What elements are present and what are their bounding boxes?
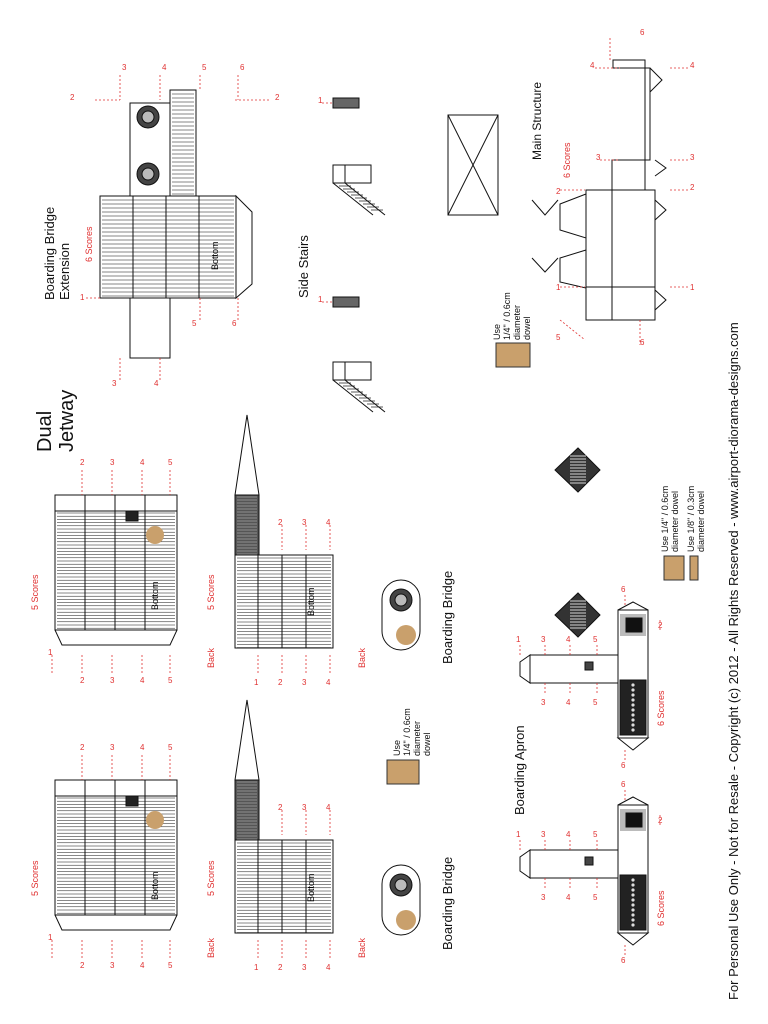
apron-arm bbox=[530, 655, 618, 683]
bridge-back-label: Back bbox=[206, 647, 216, 668]
page-title: Dual Jetway bbox=[34, 389, 78, 452]
bridge-bottom-label: Bottom bbox=[306, 873, 316, 902]
gallery-window bbox=[631, 908, 634, 911]
score-number: 3 bbox=[302, 963, 307, 972]
stair-tab bbox=[345, 165, 371, 183]
score-number: 6 bbox=[621, 956, 626, 965]
bridge-back-label: Back bbox=[357, 647, 367, 668]
score-number: 4 bbox=[566, 893, 571, 902]
score-number: 4 bbox=[566, 635, 571, 644]
score-number: 3 bbox=[541, 635, 546, 644]
score-number: 1 bbox=[516, 830, 521, 839]
gallery-window bbox=[631, 703, 634, 706]
score-number: 4 bbox=[590, 61, 595, 70]
score-number: 4 bbox=[154, 379, 159, 388]
score-number: 2 bbox=[278, 678, 283, 687]
score-number: 1 bbox=[318, 295, 323, 304]
bridge-side-top bbox=[55, 495, 177, 511]
score-number: 5 bbox=[168, 743, 173, 752]
dowel-swatch bbox=[690, 556, 698, 580]
bridge-roof-strip bbox=[235, 495, 259, 555]
bridge-back-label: Back bbox=[357, 937, 367, 958]
bridge-roof-strip bbox=[235, 780, 259, 840]
score-number: 2 bbox=[70, 93, 75, 102]
gallery-window bbox=[631, 888, 634, 891]
stair-rail bbox=[333, 183, 373, 215]
gallery-window bbox=[631, 883, 634, 886]
stair-rail bbox=[345, 183, 385, 215]
score-number: 4 bbox=[326, 678, 331, 687]
extension-lower-tab bbox=[130, 298, 170, 358]
side-stairs-heading: Side Stairs bbox=[296, 235, 311, 298]
apron-gallery bbox=[620, 680, 646, 735]
stair-strip bbox=[333, 98, 359, 108]
score-number: 6 bbox=[621, 761, 626, 770]
gallery-window bbox=[631, 708, 634, 711]
connector-piece bbox=[555, 593, 600, 637]
score-number: 5 bbox=[168, 458, 173, 467]
score-number: 6 bbox=[621, 780, 626, 789]
apron-door-icon bbox=[626, 618, 642, 632]
score-number: 6 bbox=[621, 585, 626, 594]
boarding-apron-parts bbox=[520, 602, 648, 945]
score-number: 3 bbox=[541, 893, 546, 902]
gallery-window bbox=[631, 683, 634, 686]
score-number: 5 bbox=[168, 961, 173, 970]
score-number: 3 bbox=[110, 743, 115, 752]
apron-head bbox=[618, 797, 648, 805]
extension-part bbox=[100, 90, 252, 358]
gallery-window bbox=[631, 898, 634, 901]
gallery-window bbox=[631, 903, 634, 906]
score-number: 6 bbox=[640, 28, 645, 37]
bridge-bottom-label: Bottom bbox=[150, 871, 160, 900]
score-number: 3 bbox=[112, 379, 117, 388]
score-number: 3 bbox=[541, 830, 546, 839]
apron-head bbox=[618, 602, 648, 610]
apron-tail bbox=[618, 933, 648, 945]
score-number: 6 bbox=[232, 319, 237, 328]
bridge-side-flap bbox=[55, 915, 177, 930]
gallery-window bbox=[631, 718, 634, 721]
score-number: 3 bbox=[122, 63, 127, 72]
door-icon bbox=[126, 511, 138, 521]
apron-tip bbox=[520, 655, 530, 683]
stair-top bbox=[333, 165, 345, 183]
bridge-roof-tip bbox=[235, 700, 259, 780]
score-number: 5 bbox=[168, 676, 173, 685]
stair-strip bbox=[333, 297, 359, 307]
score-number: 6 bbox=[640, 338, 645, 347]
wheel-hub bbox=[395, 879, 407, 891]
bridge-heading: Boarding Bridge bbox=[440, 856, 455, 950]
score-number: 2 bbox=[80, 961, 85, 970]
score-number: 1 bbox=[516, 635, 521, 644]
connector-piece bbox=[555, 448, 600, 492]
apron-window bbox=[585, 857, 593, 865]
bridge-side-flap bbox=[55, 630, 177, 645]
wheel-hub bbox=[395, 594, 407, 606]
score-number: 4 bbox=[140, 961, 145, 970]
score-number: 3 bbox=[302, 803, 307, 812]
gallery-window bbox=[631, 893, 634, 896]
score-number: 4 bbox=[326, 963, 331, 972]
apron-tip bbox=[520, 850, 530, 878]
bridge-scores-label: 5 Scores bbox=[30, 860, 40, 896]
main-structure-scores-label: 6 Scores bbox=[562, 142, 572, 178]
score-number: 3 bbox=[541, 698, 546, 707]
score-number: 2 bbox=[658, 816, 663, 825]
stair-tab bbox=[345, 362, 371, 380]
gallery-window bbox=[631, 728, 634, 731]
apron-window bbox=[585, 662, 593, 670]
main-side-flap bbox=[560, 194, 586, 238]
apron-scores-label: 6 Scores bbox=[656, 690, 666, 726]
score-number: 5 bbox=[556, 333, 561, 342]
score-line bbox=[560, 320, 585, 340]
extension-flap bbox=[236, 196, 252, 298]
gallery-window bbox=[631, 693, 634, 696]
score-number: 4 bbox=[326, 803, 331, 812]
stair-set bbox=[333, 165, 385, 215]
score-number: 4 bbox=[566, 830, 571, 839]
dowel-swatch bbox=[664, 556, 684, 580]
apron-scores-label: 6 Scores bbox=[656, 890, 666, 926]
bridge-back-label: Back bbox=[206, 937, 216, 958]
score-number: 3 bbox=[110, 676, 115, 685]
score-number: 1 bbox=[254, 678, 259, 687]
score-number: 1 bbox=[318, 96, 323, 105]
bridge-floor-panel bbox=[235, 555, 333, 648]
score-number: 3 bbox=[110, 961, 115, 970]
score-number: 5 bbox=[593, 698, 598, 707]
score-number: 1 bbox=[48, 933, 53, 942]
score-number: 2 bbox=[278, 803, 283, 812]
bridge-scores-label: 5 Scores bbox=[206, 860, 216, 896]
score-number: 1 bbox=[48, 648, 53, 657]
gallery-window bbox=[631, 698, 634, 701]
score-number: 1 bbox=[690, 283, 695, 292]
dowel-swatch bbox=[496, 343, 530, 367]
stair-set bbox=[333, 362, 385, 412]
bridge-bottom-label: Bottom bbox=[150, 581, 160, 610]
score-number: 6 bbox=[240, 63, 245, 72]
apron-tail bbox=[618, 738, 648, 750]
copyright-footer: For Personal Use Only - Not for Resale - Copyright (c) 2012 - All Rights Reserved - www.airport-diorama-designs.com bbox=[726, 322, 741, 1000]
score-number: 4 bbox=[162, 63, 167, 72]
gallery-window bbox=[631, 723, 634, 726]
score-number: 5 bbox=[593, 830, 598, 839]
main-structure-heading: Main Structure bbox=[530, 81, 544, 160]
score-number: 4 bbox=[690, 61, 695, 70]
score-number: 2 bbox=[658, 621, 663, 630]
score-number: 3 bbox=[596, 153, 601, 162]
extension-bottom-label: Bottom bbox=[210, 241, 220, 270]
stair-rail bbox=[333, 380, 373, 412]
dowel-hole-icon bbox=[146, 811, 164, 829]
score-number: 1 bbox=[80, 293, 85, 302]
stair-rail bbox=[345, 380, 385, 412]
score-number: 4 bbox=[140, 676, 145, 685]
score-number: 2 bbox=[690, 183, 695, 192]
dowel-note-eighth-inline: Use 1/8" / 0.3cm diameter dowel bbox=[686, 485, 706, 552]
score-number: 4 bbox=[140, 458, 145, 467]
apron-heading: Boarding Apron bbox=[512, 725, 527, 815]
bridge-roof-tip bbox=[235, 415, 259, 495]
gallery-window bbox=[631, 918, 634, 921]
score-number: 1 bbox=[556, 283, 561, 292]
dowel-hole-icon bbox=[146, 526, 164, 544]
bridge-scores-label: 5 Scores bbox=[206, 574, 216, 610]
gallery-window bbox=[631, 923, 634, 926]
score-number: 2 bbox=[80, 743, 85, 752]
apron-gallery bbox=[620, 875, 646, 930]
bridge-side-top bbox=[55, 780, 177, 796]
score-number: 2 bbox=[80, 458, 85, 467]
apron-arm bbox=[530, 850, 618, 878]
score-number: 4 bbox=[566, 698, 571, 707]
extension-scores-label: 6 Scores bbox=[84, 226, 94, 262]
dowel-note-quarter-inline: Use 1/4" / 0.6cm diameter dowel bbox=[660, 485, 680, 552]
dowel-note-quarter: Use 1/4" / 0.6cm diameter dowel bbox=[492, 292, 532, 340]
bridge-bottom-label: Bottom bbox=[306, 587, 316, 616]
score-number: 3 bbox=[302, 678, 307, 687]
stair-top bbox=[333, 362, 345, 380]
score-number: 4 bbox=[326, 518, 331, 527]
score-number: 3 bbox=[302, 518, 307, 527]
score-number: 2 bbox=[275, 93, 280, 102]
side-stairs-part bbox=[333, 98, 385, 412]
apron-door-icon bbox=[626, 813, 642, 827]
score-number: 2 bbox=[278, 518, 283, 527]
door-icon bbox=[126, 796, 138, 806]
score-number: 3 bbox=[690, 153, 695, 162]
bridge-heading: Boarding Bridge bbox=[440, 570, 455, 664]
extension-heading: Boarding Bridge Extension bbox=[42, 206, 72, 300]
dowel-swatch bbox=[387, 760, 419, 784]
score-number: 5 bbox=[593, 635, 598, 644]
score-number: 5 bbox=[192, 319, 197, 328]
score-number: 1 bbox=[254, 963, 259, 972]
connector-parts bbox=[555, 448, 600, 637]
boarding-bridge-parts bbox=[55, 415, 420, 935]
score-number: 2 bbox=[80, 676, 85, 685]
gallery-window bbox=[631, 688, 634, 691]
dowel-hole-icon bbox=[396, 910, 416, 930]
gallery-window bbox=[631, 913, 634, 916]
bridge-scores-label: 5 Scores bbox=[30, 574, 40, 610]
bridge-floor-panel bbox=[235, 840, 333, 933]
gallery-window bbox=[631, 878, 634, 881]
score-number: 4 bbox=[140, 743, 145, 752]
score-number: 2 bbox=[556, 187, 561, 196]
score-number: 2 bbox=[278, 963, 283, 972]
gallery-window bbox=[631, 713, 634, 716]
dowel-note-quarter-bridge: Use 1/4" / 0.6cm diameter dowel bbox=[392, 708, 432, 756]
dowel-hole-icon bbox=[396, 625, 416, 645]
score-number: 5 bbox=[202, 63, 207, 72]
score-number: 3 bbox=[110, 458, 115, 467]
score-number: 5 bbox=[593, 893, 598, 902]
